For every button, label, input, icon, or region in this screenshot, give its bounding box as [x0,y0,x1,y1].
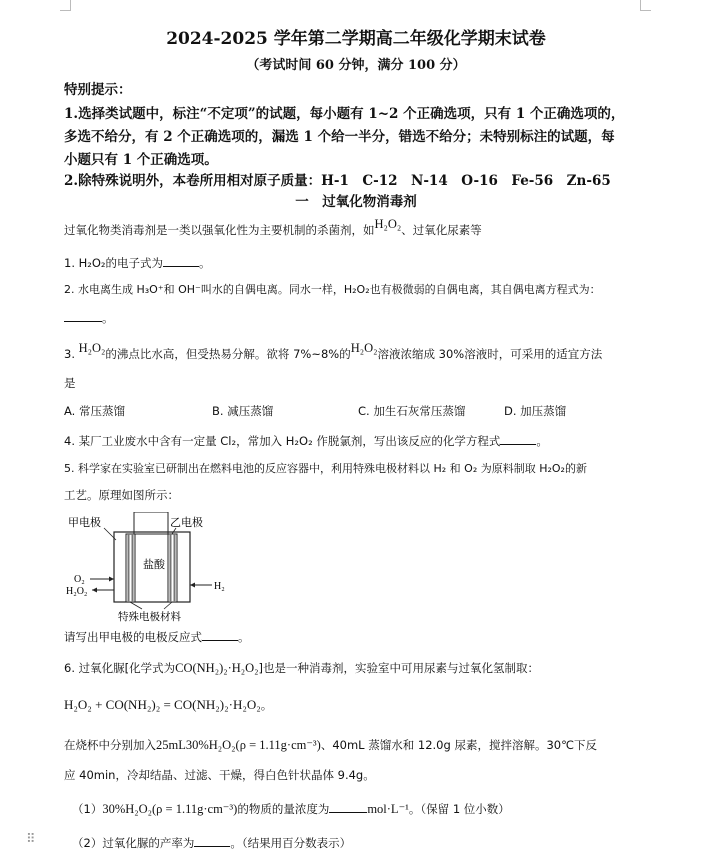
question-2-line-1: 2. 水电离生成 H₃O⁺和 OH⁻叫水的自偶电离。同水一样，H₂O₂也有极微弱的自偶电离，其自偶电离方程式为： [64,283,601,296]
material-leader-left [130,602,142,609]
left-electrode-fill [132,534,134,602]
material-leader-right [164,602,172,609]
page-corner-mark [640,0,651,11]
notice-heading: 特别提示： [64,82,132,98]
question-6-line-3-before: 在烧杯中分别加入 [64,738,156,752]
left-electrode [126,534,135,602]
question-5-ask-end: 。 [238,630,250,644]
option-d[interactable]: D. 加压蒸馏 [504,404,567,418]
answer-blank[interactable] [202,628,238,641]
o2-label: O₂ [74,574,85,585]
h2-label: H₂ [214,581,225,592]
reaction-equation-end: 。 [260,698,273,712]
question-1-text: 1. H₂O₂的电子式为 [64,256,164,270]
exam-subtitle: （考试时间 60 分钟，满分 100 分） [246,58,466,73]
exam-title: 2024-2025 学年第二学期高二年级化学期末试卷 [166,29,546,49]
question-3-text-part-1: 的沸点比水高，但受热易分解。欲将 7%~8%的 [105,347,351,361]
question-4 [64,432,548,449]
option-c[interactable]: C. 加生石灰常压蒸馏 [358,404,466,418]
question-6-line-1 [64,660,539,676]
sub-question-2-end: 。（结果用百分数表示） [230,836,352,850]
question-3-number: 3. [64,347,75,361]
sub-question-1-text: 的物质的量浓度为 [237,802,330,816]
answer-blank[interactable] [500,432,536,445]
question-6-line-4: 应 40min，冷却结晶、过滤、干燥，得白色针状晶体 9.4g。 [64,768,375,782]
page-corner-mark [60,0,71,11]
question-1-end: 。 [199,256,211,270]
h2o2-formula: H₂O₂ [374,217,402,231]
option-a[interactable]: A. 常压蒸馏 [64,404,125,418]
answer-blank[interactable] [163,254,199,267]
right-electrode-fill [170,534,172,602]
question-2-line-2 [64,309,114,326]
right-electrode-fill [174,534,176,602]
fuel-cell-diagram [64,512,234,622]
section-title: 一 过氧化物消毒剂 [295,194,417,210]
electrolyte-label: 盐酸 [143,558,165,571]
question-5-ask [64,628,250,645]
reaction-equation-text: H₂O₂ + CO(NH₂)₂ = CO(NH₂)₂·H₂O₂ [64,697,261,712]
right-electrode-label: 乙电极 [170,516,203,529]
question-2-end: 。 [102,311,114,325]
question-4-end: 。 [536,434,548,448]
question-6-line-3 [64,737,597,753]
h2o2-arrow-head [92,588,97,593]
sub-question-1-number: （1） [72,802,103,816]
question-3-line-1 [64,341,603,362]
left-electrode-fill [128,534,130,602]
h2o2-formula: H₂O₂ [78,341,106,355]
h2o2-outflow-label: H₂O₂ [66,586,88,597]
h2o2-formula: H₂O₂ [350,341,378,355]
notice-item-1-line-1: 1.选择类试题中，标注“不定项”的试题，每小题有 1~2 个正确选项，只有 1 个正确选项的， [64,106,625,122]
question-3-text-part-2: 溶液浓缩成 30%溶液时，可采用的适宜方法 [377,347,603,361]
question-6-sub-2 [72,834,351,851]
question-6-text-after: ]也是一种消毒剂，实验室中可用尿素与过氧化氢制取： [258,661,540,675]
question-6-line-3-after: 、40mL 蒸馏水和 12.0g 尿素，搅拌溶解。30℃下反 [320,738,598,752]
hydrogen-peroxide-solution-formula: 25mL30%H₂O₂(ρ = 1.11g·cm⁻³) [156,738,321,752]
notice-item-1-line-3: 小题只有 1 个正确选项。 [64,152,218,168]
sub-question-2-text: （2）过氧化脲的产率为 [72,836,195,850]
question-5-ask-text: 请写出甲电极的电极反应式 [64,630,202,644]
sub-question-1-end: 。（保留 1 位小数） [408,802,510,816]
answer-blank[interactable] [329,800,367,813]
notice-item-2: 2.除特殊说明外，本卷所用相对原子质量：H-1 C-12 N-14 O-16 Fe-56 Zn-65 [64,173,611,189]
left-electrode-label: 甲电极 [68,516,101,529]
question-5-line-1: 5. 科学家在实验室已研制出在燃料电池的反应容器中，利用特殊电极材料以 H₂ 和 O₂ 为原料制取 H₂O₂的新 [64,462,587,475]
question-6-sub-1 [72,800,510,817]
drag-handle-icon[interactable]: ⠿ [26,832,36,847]
answer-blank[interactable] [64,309,102,322]
urea-peroxide-formula: CO(NH₂)₂·H₂O₂ [175,661,259,675]
intro-paragraph [64,217,482,238]
question-4-text: 4. 某厂工业废水中含有一定量 Cl₂，常加入 H₂O₂ 作脱氯剂，写出该反应的化学方程式 [64,434,501,448]
option-b[interactable]: B. 减压蒸馏 [212,404,274,418]
hydrogen-peroxide-solution-formula: 30%H₂O₂(ρ = 1.11g·cm⁻³) [102,802,238,816]
notice-item-1-line-2: 多选不给分，有 2 个正确选项的，漏选 1 个给一半分，错选不给分；未特别标注的试题，每 [64,129,615,145]
answer-blank[interactable] [194,834,230,847]
electrode-material-label: 特殊电极材料 [118,611,181,622]
h2-arrow-head [190,583,195,588]
question-5-line-2: 工艺。原理如图所示： [64,488,179,502]
container-top [134,512,168,534]
concentration-unit: mol·L⁻¹ [367,802,409,816]
o2-arrow-head [109,577,114,582]
reaction-equation [64,697,272,713]
question-3-line-2: 是 [64,376,76,390]
question-6-text-before: 6. 过氧化脲[化学式为 [64,661,176,675]
intro-text-before: 过氧化物类消毒剂是一类以强氧化性为主要机制的杀菌剂，如 [64,223,375,237]
question-1 [64,254,211,271]
right-electrode [168,534,177,602]
intro-text-after: 、过氧化尿素等 [401,223,482,237]
